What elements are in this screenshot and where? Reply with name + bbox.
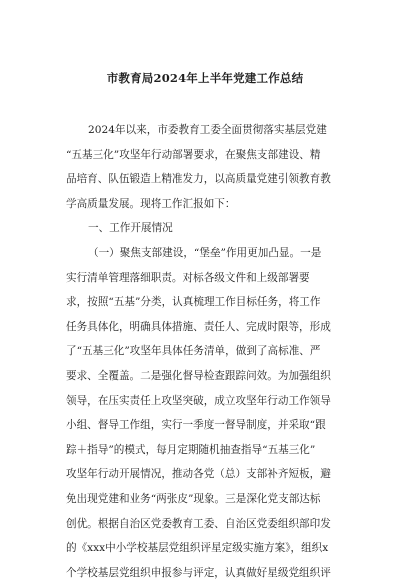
- paragraph-line: 免出现党建和业务“两张皮”现象。三是深化党支部达标: [66, 492, 321, 505]
- paragraph-line: 小组、督导工作组，实行一季度一督导制度，并采取“跟: [66, 419, 326, 432]
- paragraph-line: 求，按照“五基”分类，认真梳理工作目标任务，将工作: [66, 296, 321, 309]
- paragraph-line: 的《xxx中小学校基层党组织评星定级实施方案》，组织x: [66, 542, 329, 555]
- paragraph-line: 要求、全覆盖。二是强化督导检查跟踪问效。为加强组织: [66, 369, 331, 382]
- paragraph-line: 2024年以来，市委教育工委全面贯彻落实基层党建: [88, 124, 327, 136]
- paragraph-line: 了“五基三化”攻坚年具体任务清单，做到了高标准、严: [66, 345, 321, 358]
- paragraph-line: 领导，在压实责任上攻坚突破，成立攻坚年行动工作领导: [66, 394, 331, 407]
- paragraph-line: 任务具体化，明确具体措施、责任人、完成时限等，形成: [66, 320, 331, 333]
- paragraph-line: 创优。根据自治区党委教育工委、自治区党委组织部印发: [66, 517, 331, 530]
- paragraph-line: （一）聚焦支部建设，“堡垒”作用更加凸显。一是: [88, 246, 322, 259]
- paragraph-line: 个学校基层党组织申报参与评定，认真做好星级党组织评: [66, 566, 331, 579]
- paragraph-line: 攻坚年行动开展情况，推动各党（总）支部补齐短板，避: [66, 468, 331, 481]
- paragraph-line: 踪＋指导”的模式，每月定期随机抽查指导“五基三化”: [66, 443, 316, 456]
- paragraph-line: 品培育、队伍锻造上精准发力，以高质量党建引领教育教: [66, 173, 331, 186]
- document-body: [66, 118, 356, 585]
- document-title: 市教育局2024年上半年党建工作总结: [106, 71, 304, 85]
- paragraph-line: 学高质量发展。现将工作汇报如下：: [66, 197, 236, 210]
- paragraph-line: 实行清单管理落细职责。对标各级文件和上级部署要: [66, 271, 310, 284]
- section-heading: 一、工作开展情况: [88, 222, 173, 235]
- paragraph-line: “五基三化”攻坚年行动部署要求，在聚焦支部建设、精: [66, 148, 321, 161]
